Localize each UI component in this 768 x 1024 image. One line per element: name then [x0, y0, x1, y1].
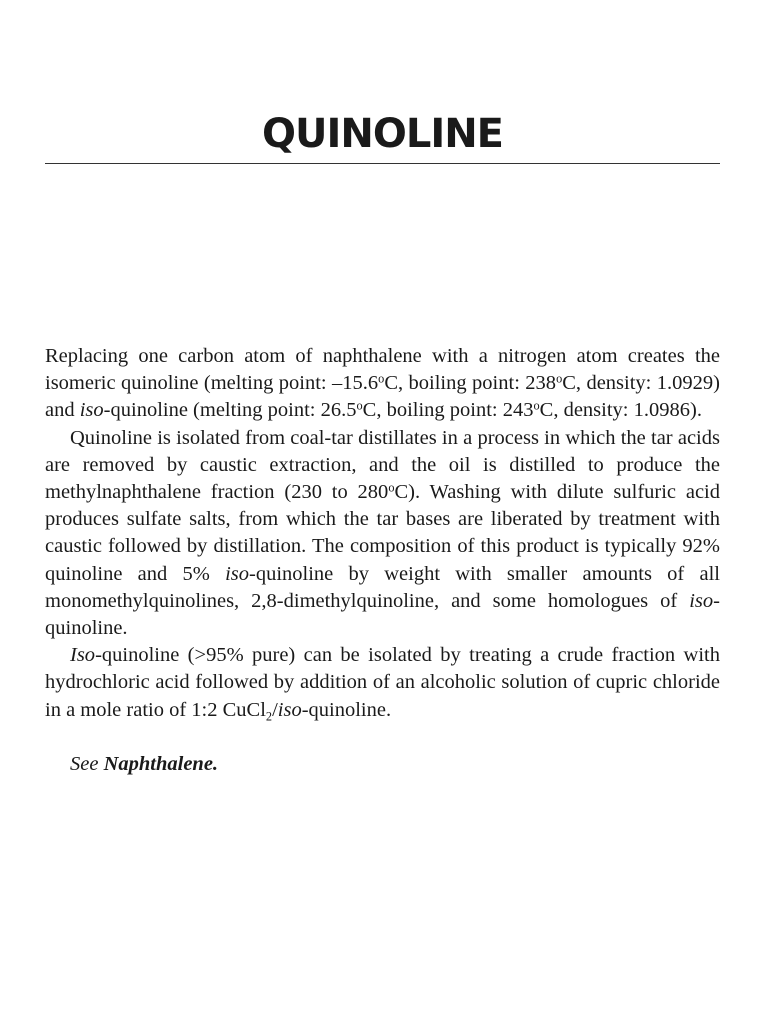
degree-symbol: o: [556, 371, 563, 386]
text-run: C). Washing with dilute sulfuric acid produces sulfate salts, from which the tar bases are liberated by treatment with caustic followed by distillation. The composition of this product is typically 92% quinoline and 5%: [45, 481, 720, 585]
italic-iso: iso: [277, 698, 302, 721]
text-run: /: [272, 698, 278, 721]
text-run: C, density: 1.0986).: [539, 399, 702, 422]
text-run: -quinoline.: [45, 589, 720, 640]
text-run: -quinoline (melting point: 26.5: [103, 399, 357, 422]
text-run: C, boiling point: 238: [384, 372, 557, 395]
text-run: -quinoline by weight with smaller amounts of all monomethylquinolines, 2,8-dimethylquinoline, and some homologues of: [45, 562, 720, 612]
paragraph-intro: [45, 343, 720, 425]
entry-body: [45, 343, 720, 778]
see-reference-link[interactable]: Naphthalene.: [103, 753, 219, 776]
degree-symbol: o: [533, 398, 540, 413]
text-run: Replacing one carbon atom of naphthalene with a nitrogen atom creates the isomeric quinoline (melting point: –15.6: [45, 345, 720, 395]
paragraph-isolation: [45, 425, 720, 643]
italic-iso: iso: [689, 589, 714, 612]
text-run: C, density: 1.0929) and: [45, 372, 720, 422]
title-divider: [45, 163, 720, 164]
page-title: QUINOLINE: [261, 111, 504, 157]
italic-iso: iso: [225, 562, 249, 585]
degree-symbol: o: [388, 480, 395, 495]
paragraph-isoquinoline: [45, 642, 720, 724]
see-prefix: See: [70, 753, 99, 776]
see-also: [45, 751, 720, 778]
subscript: 2: [265, 708, 273, 723]
text-run: -quinoline (>95% pure) can be isolated by treating a crude fraction with hydrochloric acid followed by addition of an alcoholic solution of cupric chloride in a mole ratio of 1:2 CuCl: [45, 644, 720, 721]
text-run: C, boiling point: 243: [362, 399, 534, 422]
text-run: -quinoline.: [301, 698, 392, 721]
italic-iso: iso: [79, 399, 104, 422]
degree-symbol: o: [356, 398, 363, 413]
text-run: Quinoline is isolated from coal-tar distillates in a process in which the tar acids are removed by caustic extraction, and the oil is distilled to produce the methylnaphthalene fraction (230 to 280: [45, 426, 720, 504]
italic-iso: Iso: [70, 644, 96, 667]
degree-symbol: o: [378, 371, 385, 386]
